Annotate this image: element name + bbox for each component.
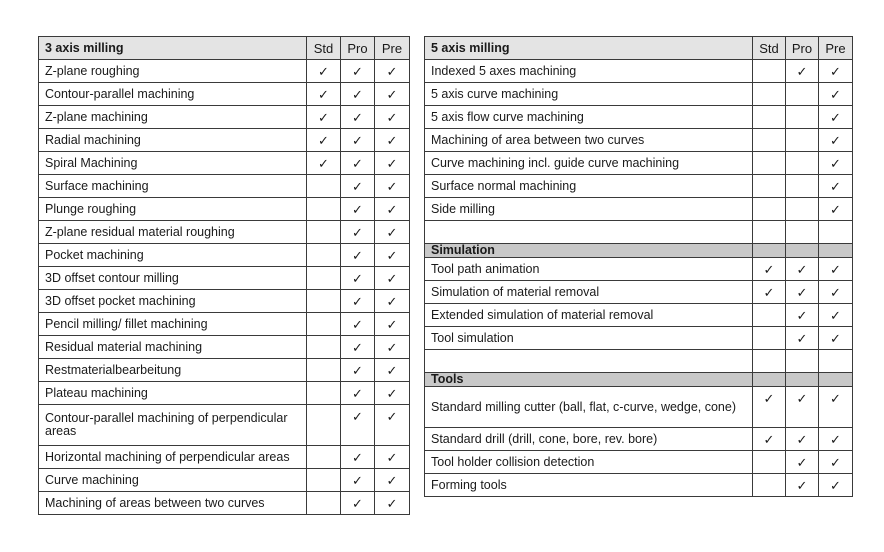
check-cell-std: ✓ [307, 129, 341, 152]
check-cell-pro [786, 350, 819, 373]
section-empty-cell [819, 244, 853, 258]
check-cell-std [307, 313, 341, 336]
check-cell-std [753, 83, 786, 106]
check-cell-pro: ✓ [341, 492, 375, 515]
check-cell-pro: ✓ [341, 267, 375, 290]
check-cell-pre: ✓ [819, 83, 853, 106]
check-cell-std: ✓ [307, 152, 341, 175]
table-row [39, 175, 410, 198]
feature-label: Machining of areas between two curves [39, 492, 307, 515]
check-cell-std [753, 350, 786, 373]
check-cell-pre: ✓ [819, 129, 853, 152]
check-cell-pre [819, 221, 853, 244]
check-cell-std [753, 106, 786, 129]
check-cell-pre: ✓ [819, 451, 853, 474]
feature-label: Contour-parallel machining of perpendicular areas [39, 405, 307, 446]
table-row [39, 405, 410, 446]
check-cell-pro: ✓ [786, 428, 819, 451]
table-row [39, 129, 410, 152]
feature-label: 5 axis flow curve machining [425, 106, 753, 129]
check-cell-std [753, 221, 786, 244]
check-cell-std [753, 451, 786, 474]
feature-label: Z-plane roughing [39, 60, 307, 83]
check-cell-pro [786, 175, 819, 198]
section-header-row [425, 244, 853, 258]
check-cell-pre: ✓ [375, 336, 410, 359]
table-3-axis-milling [38, 36, 410, 515]
feature-label: Z-plane residual material roughing [39, 221, 307, 244]
check-cell-std [753, 327, 786, 350]
check-cell-pro: ✓ [341, 152, 375, 175]
feature-label: Standard milling cutter (ball, flat, c-curve, wedge, cone) [425, 387, 753, 428]
table-row [425, 428, 853, 451]
feature-label: Machining of area between two curves [425, 129, 753, 152]
column-header-std: Std [307, 37, 341, 60]
table-row [425, 152, 853, 175]
check-cell-pro: ✓ [341, 382, 375, 405]
table-row [425, 175, 853, 198]
check-cell-std [307, 221, 341, 244]
check-cell-std [307, 359, 341, 382]
check-cell-std [307, 492, 341, 515]
feature-label: Plateau machining [39, 382, 307, 405]
check-cell-std [307, 469, 341, 492]
check-cell-pro: ✓ [341, 83, 375, 106]
check-cell-pre: ✓ [375, 382, 410, 405]
table-row [39, 83, 410, 106]
section-empty-cell [786, 373, 819, 387]
table-row [39, 313, 410, 336]
check-cell-pre: ✓ [375, 313, 410, 336]
check-cell-pre: ✓ [819, 106, 853, 129]
feature-label: Extended simulation of material removal [425, 304, 753, 327]
table-row [39, 152, 410, 175]
check-cell-std: ✓ [753, 281, 786, 304]
feature-label: Surface normal machining [425, 175, 753, 198]
table-header-row [39, 37, 410, 60]
check-cell-pre: ✓ [375, 405, 410, 446]
check-cell-pro: ✓ [341, 313, 375, 336]
check-cell-std [307, 244, 341, 267]
check-cell-std: ✓ [307, 106, 341, 129]
table-row [39, 106, 410, 129]
check-cell-pro [786, 106, 819, 129]
check-cell-pre: ✓ [375, 446, 410, 469]
table-row [425, 106, 853, 129]
table-row [425, 474, 853, 497]
check-cell-std [307, 267, 341, 290]
feature-label: Radial machining [39, 129, 307, 152]
check-cell-std [753, 198, 786, 221]
feature-label [425, 350, 753, 373]
feature-label: Z-plane machining [39, 106, 307, 129]
feature-label: Tool simulation [425, 327, 753, 350]
table-row [425, 221, 853, 244]
check-cell-std [753, 60, 786, 83]
table-row [39, 60, 410, 83]
feature-label: 3D offset contour milling [39, 267, 307, 290]
check-cell-pro: ✓ [786, 258, 819, 281]
feature-label: Contour-parallel machining [39, 83, 307, 106]
column-header-pro: Pro [786, 37, 819, 60]
check-cell-pro: ✓ [341, 446, 375, 469]
check-cell-pro: ✓ [786, 304, 819, 327]
check-cell-std [307, 290, 341, 313]
check-cell-std [753, 474, 786, 497]
check-cell-pre: ✓ [375, 359, 410, 382]
table-row [425, 387, 853, 428]
check-cell-pro [786, 198, 819, 221]
check-cell-pre: ✓ [375, 221, 410, 244]
check-cell-pre: ✓ [819, 327, 853, 350]
check-cell-std [307, 198, 341, 221]
table-row [39, 244, 410, 267]
feature-label: Pocket machining [39, 244, 307, 267]
table-row [425, 304, 853, 327]
check-cell-pro: ✓ [341, 106, 375, 129]
feature-label: Residual material machining [39, 336, 307, 359]
feature-label: Tool holder collision detection [425, 451, 753, 474]
check-cell-std [307, 336, 341, 359]
feature-label: Curve machining incl. guide curve machining [425, 152, 753, 175]
check-cell-pro: ✓ [341, 336, 375, 359]
check-cell-pre: ✓ [375, 106, 410, 129]
feature-label: Surface machining [39, 175, 307, 198]
check-cell-pro: ✓ [786, 387, 819, 428]
check-cell-pre: ✓ [375, 290, 410, 313]
check-cell-pre: ✓ [375, 244, 410, 267]
table-row [39, 221, 410, 244]
feature-label [425, 221, 753, 244]
column-header-pre: Pre [819, 37, 853, 60]
check-cell-pro: ✓ [341, 359, 375, 382]
check-cell-pre: ✓ [375, 198, 410, 221]
table-row [425, 350, 853, 373]
table-row [39, 359, 410, 382]
column-header-std: Std [753, 37, 786, 60]
table-row [425, 129, 853, 152]
check-cell-pre: ✓ [819, 428, 853, 451]
feature-label: Horizontal machining of perpendicular areas [39, 446, 307, 469]
check-cell-pro: ✓ [786, 327, 819, 350]
check-cell-std: ✓ [753, 258, 786, 281]
check-cell-pre: ✓ [819, 304, 853, 327]
check-cell-pre: ✓ [375, 469, 410, 492]
column-header-pre: Pre [375, 37, 410, 60]
check-cell-pre: ✓ [819, 152, 853, 175]
check-cell-std [753, 304, 786, 327]
table-row [39, 267, 410, 290]
table-header-row [425, 37, 853, 60]
section-title: Tools [425, 373, 753, 387]
check-cell-pre: ✓ [375, 60, 410, 83]
check-cell-pro: ✓ [786, 451, 819, 474]
check-cell-pro: ✓ [341, 198, 375, 221]
check-cell-std [307, 446, 341, 469]
table-5-axis-milling [424, 36, 853, 497]
table-row [425, 60, 853, 83]
feature-label: Spiral Machining [39, 152, 307, 175]
table-row [39, 492, 410, 515]
table-row [39, 336, 410, 359]
check-cell-pre: ✓ [375, 492, 410, 515]
check-cell-pre: ✓ [819, 281, 853, 304]
check-cell-pre: ✓ [819, 175, 853, 198]
section-empty-cell [786, 244, 819, 258]
check-cell-pre: ✓ [375, 175, 410, 198]
table-row [39, 382, 410, 405]
feature-label: Forming tools [425, 474, 753, 497]
feature-label: Plunge roughing [39, 198, 307, 221]
column-header-pro: Pro [341, 37, 375, 60]
feature-label: 3D offset pocket machining [39, 290, 307, 313]
check-cell-pro: ✓ [341, 405, 375, 446]
section-empty-cell [753, 373, 786, 387]
table-row [425, 83, 853, 106]
check-cell-std: ✓ [307, 83, 341, 106]
check-cell-pro: ✓ [341, 221, 375, 244]
table-row [425, 327, 853, 350]
check-cell-std [753, 175, 786, 198]
table-row [39, 469, 410, 492]
check-cell-pro: ✓ [341, 290, 375, 313]
check-cell-pro: ✓ [786, 281, 819, 304]
table-row [39, 290, 410, 313]
feature-label: Standard drill (drill, cone, bore, rev. bore) [425, 428, 753, 451]
check-cell-std: ✓ [753, 387, 786, 428]
section-header-row [425, 373, 853, 387]
check-cell-pro: ✓ [341, 129, 375, 152]
table-row [425, 281, 853, 304]
check-cell-std [753, 129, 786, 152]
check-cell-pro: ✓ [341, 244, 375, 267]
check-cell-pre: ✓ [375, 83, 410, 106]
section-empty-cell [819, 373, 853, 387]
check-cell-pre: ✓ [819, 387, 853, 428]
feature-label: Restmaterialbearbeitung [39, 359, 307, 382]
check-cell-std [753, 152, 786, 175]
feature-label: Pencil milling/ fillet machining [39, 313, 307, 336]
check-cell-pro [786, 152, 819, 175]
check-cell-std: ✓ [307, 60, 341, 83]
check-cell-pre: ✓ [819, 474, 853, 497]
check-cell-pro [786, 129, 819, 152]
check-cell-pro: ✓ [341, 469, 375, 492]
check-cell-pre: ✓ [375, 129, 410, 152]
table-row [39, 198, 410, 221]
check-cell-pro: ✓ [341, 60, 375, 83]
feature-label: 5 axis curve machining [425, 83, 753, 106]
feature-label: Tool path animation [425, 258, 753, 281]
table-row [425, 198, 853, 221]
section-empty-cell [753, 244, 786, 258]
table-title: 3 axis milling [39, 37, 307, 60]
feature-label: Indexed 5 axes machining [425, 60, 753, 83]
check-cell-pro [786, 83, 819, 106]
check-cell-pre: ✓ [819, 198, 853, 221]
check-cell-pre [819, 350, 853, 373]
table-title: 5 axis milling [425, 37, 753, 60]
table-row [39, 446, 410, 469]
table-row [425, 451, 853, 474]
check-cell-std: ✓ [753, 428, 786, 451]
check-cell-pro: ✓ [786, 474, 819, 497]
check-cell-pro: ✓ [341, 175, 375, 198]
feature-label: Curve machining [39, 469, 307, 492]
check-cell-pro [786, 221, 819, 244]
check-cell-std [307, 175, 341, 198]
check-cell-pre: ✓ [819, 60, 853, 83]
check-cell-std [307, 382, 341, 405]
check-cell-pre: ✓ [375, 152, 410, 175]
table-row [425, 258, 853, 281]
feature-label: Side milling [425, 198, 753, 221]
check-cell-pre: ✓ [819, 258, 853, 281]
check-cell-std [307, 405, 341, 446]
feature-label: Simulation of material removal [425, 281, 753, 304]
check-cell-pre: ✓ [375, 267, 410, 290]
section-title: Simulation [425, 244, 753, 258]
check-cell-pro: ✓ [786, 60, 819, 83]
